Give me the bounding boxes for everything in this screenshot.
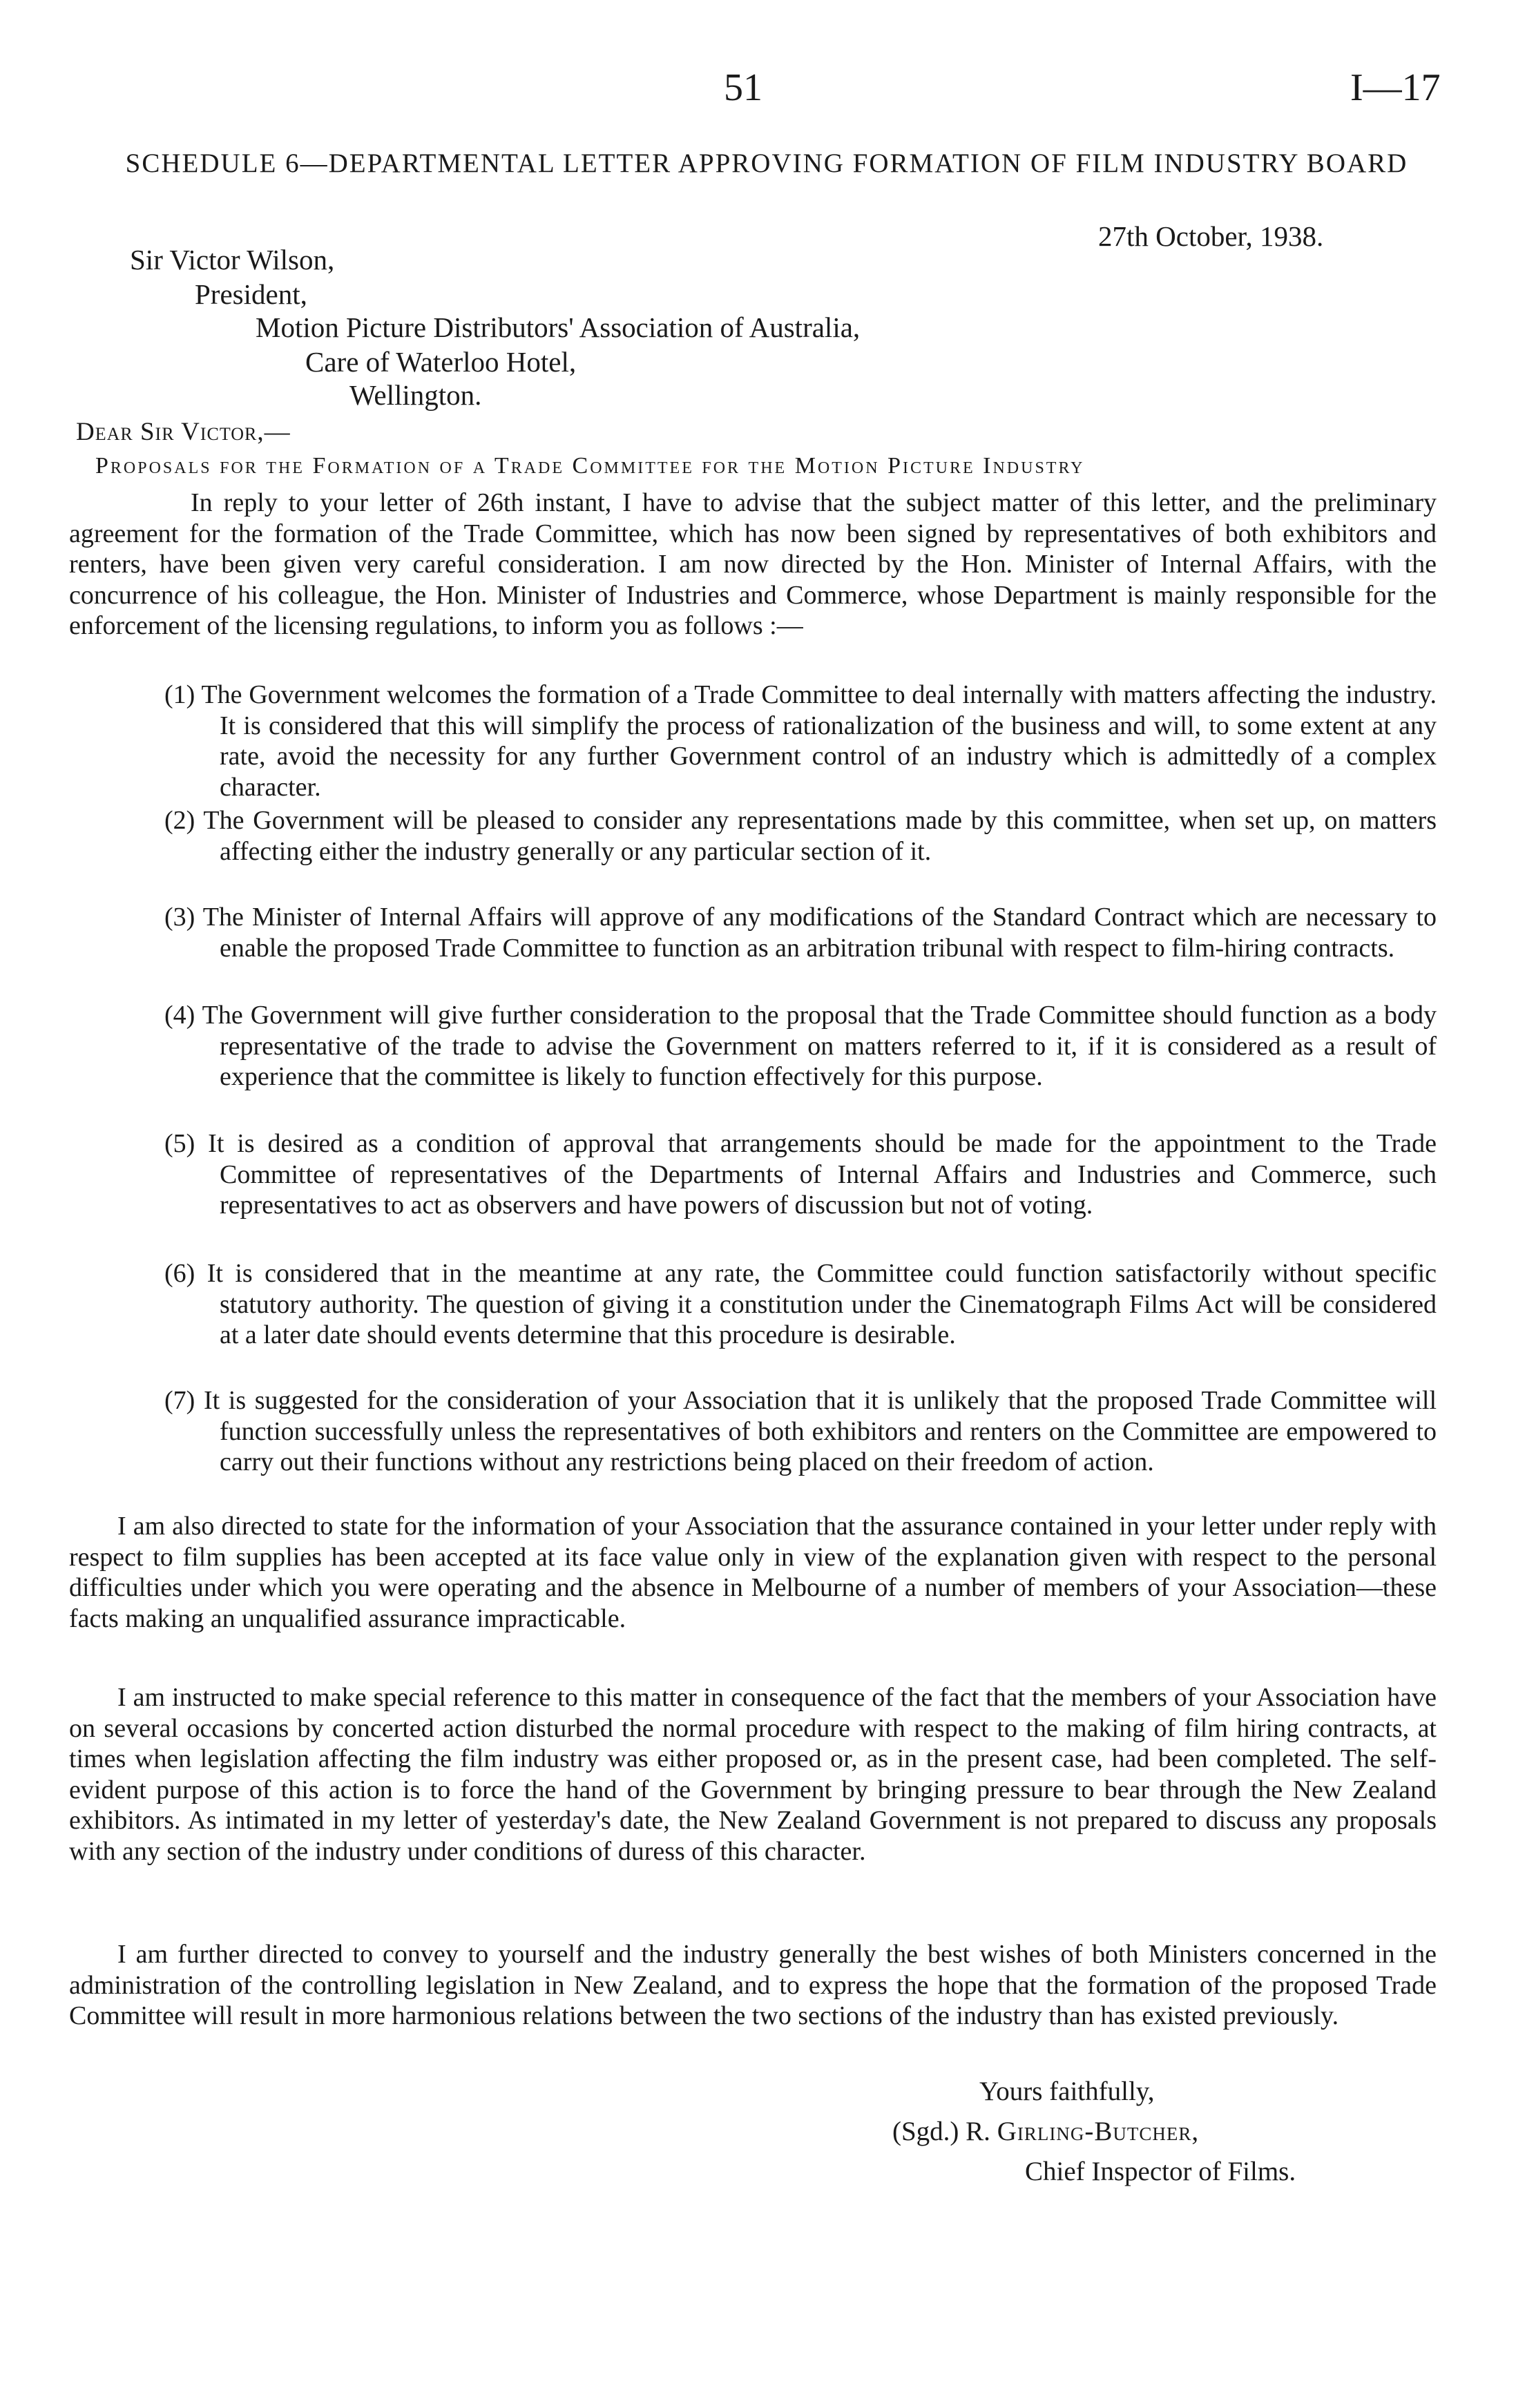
list-item-number: (1): [164, 680, 195, 709]
signed-prefix: (Sgd.) R.: [892, 2117, 990, 2146]
list-item-number: (5): [164, 1129, 195, 1158]
list-item-text: The Government welcomes the formation of a Trade Committee to deal internally with matters affecting the industry. It is considered that this will simplify the process of rationalization of the business and will, to some extent at any rate, avoid the necessity for any further Government control of an industry which is admittedly of a complex character.: [201, 680, 1437, 802]
list-item-number: (7): [164, 1386, 195, 1415]
list-item: [127, 1000, 1437, 1092]
address-line-organisation: Motion Picture Distributors' Association of Australia,: [256, 311, 861, 343]
list-item-text: It is considered that in the meantime at any rate, the Committee could function satisfactorily without specific statutory authority. The question of giving it a constitution under the Cinematograph Films Act will be considered at a later date should events determine that this procedure is desirable.: [207, 1259, 1437, 1349]
list-item-text: It is desired as a condition of approval that arrangements should be made for the appointment to the Trade Committee of representatives of the Departments of Internal Affairs and Industries and Commerce, such representatives to act as observers and have powers of discussion but not of voting.: [208, 1129, 1437, 1220]
signatory-name: Girling-Butcher,: [997, 2117, 1200, 2146]
list-item-text: The Government will give further consideration to the proposal that the Trade Committee should function as a body representative of the trade to advise the Government on matters referred to it, if it is considered as a result of experience that the committee is likely to function effectively for this purpose.: [202, 1001, 1437, 1091]
address-line-care-of: Care of Waterloo Hotel,: [305, 346, 577, 378]
list-item: [127, 805, 1437, 867]
list-item: [127, 680, 1437, 802]
letter-date: 27th October, 1938.: [1098, 220, 1324, 252]
address-line-position: President,: [195, 278, 307, 310]
list-item-number: (3): [164, 903, 195, 932]
body-paragraph-assurance: I am also directed to state for the information of your Association that the assurance contained in your letter under reply with respect to film supplies has been accepted at its face value only in view of the explanation given with respect to the personal difficulties under which you were operating and the absence in Melbourne of a number of members of your Association—these facts making an unqualified assurance impracticable.: [69, 1512, 1437, 1633]
list-item-text: The Government will be pleased to consider any representations made by this committee, when set up, on matters affecting either the industry generally or any particular section of it.: [203, 806, 1437, 866]
list-item: [127, 902, 1437, 963]
list-item-text: The Minister of Internal Affairs will approve of any modifications of the Standard Contract which are necessary to enable the proposed Trade Committee to function as an arbitration tribunal with respect to film-hiring contracts.: [202, 903, 1437, 963]
list-item: [127, 1385, 1437, 1478]
list-item: [127, 1128, 1437, 1221]
page-number: 51: [724, 66, 762, 109]
body-paragraph-best-wishes: I am further directed to convey to yourself and the industry generally the best wishes of both Ministers concerned in the administration of the controlling legislation in New Zealand, and to express the hope that the formation of the proposed Trade Committee will result in more harmonious relations between the two sections of the industry than has existed previously.: [69, 1940, 1437, 2030]
list-item-number: (6): [164, 1259, 195, 1288]
signatory-title: Chief Inspector of Films.: [1025, 2157, 1296, 2186]
body-paragraph-special-reference: I am instructed to make special reference to this matter in consequence of the fact that the members of your Association have on several occasions by concerted action disturbed the normal procedure with respect to the making of film hiring contracts, at times when legislation affecting the film industry was either proposed or, as in the present case, had been completed. The self-evident purpose of this action is to force the hand of the Government by bringing pressure to bear through the New Zealand exhibitors. As intimated in my letter of yesterday's date, the New Zealand Government is not prepared to discuss any proposals with any section of the industry under conditions of duress of this character.: [69, 1683, 1437, 1866]
address-line-city: Wellington.: [349, 379, 482, 411]
letter-subject: Proposals for the Formation of a Trade Committee for the Motion Picture Industry: [95, 453, 1085, 479]
address-line-recipient: Sir Victor Wilson,: [130, 244, 335, 276]
list-item-number: (4): [164, 1001, 195, 1030]
list-item-text: It is suggested for the consideration of your Association that it is unlikely that the proposed Trade Committee will function successfully unless the representatives of both exhibitors and renters on the Committee are empowered to carry out their functions without any restrictions being placed on their freedom of action.: [203, 1386, 1437, 1476]
signature-line: [892, 2116, 1199, 2147]
document-reference: I—17: [1350, 66, 1441, 109]
schedule-title: SCHEDULE 6—DEPARTMENTAL LETTER APPROVING FORMATION OF FILM INDUSTRY BOARD: [125, 148, 1408, 178]
salutation: Dear Sir Victor,—: [76, 418, 291, 446]
list-item: [127, 1258, 1437, 1351]
list-item-number: (2): [164, 806, 195, 835]
intro-paragraph: In reply to your letter of 26th instant, I have to advise that the subject matter of this letter, and the preliminary agreement for the formation of the Trade Committee, which has now been signed by representatives of both exhibitors and renters, have been given very careful consideration. I am now directed by the Hon. Minister of Internal Affairs, with the concurrence of his colleague, the Hon. Minister of Industries and Commerce, whose Department is mainly responsible for the enforcement of the licensing regulations, to inform you as follows :—: [69, 488, 1437, 640]
valediction: Yours faithfully,: [979, 2077, 1155, 2106]
